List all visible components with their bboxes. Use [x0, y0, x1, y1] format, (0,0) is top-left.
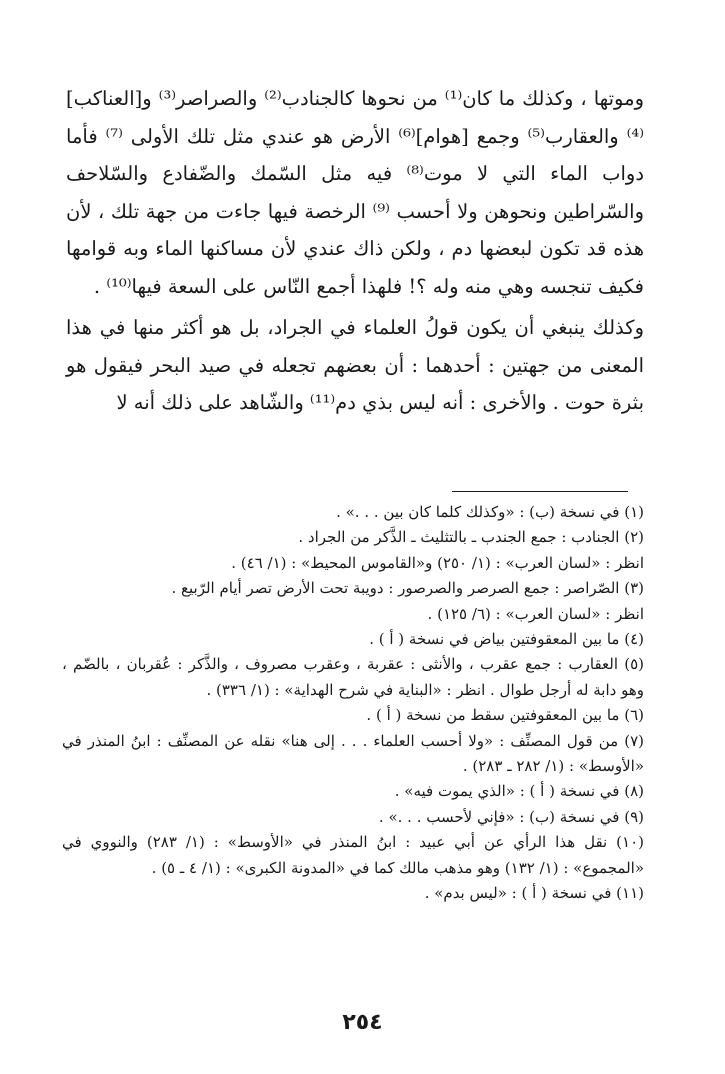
footnote-9: (٩) في نسخة (ب) : «فإني لأحسب . . .» .: [378, 807, 644, 826]
main-text: [66, 80, 644, 422]
footnote-10: (١٠) نقل هذا الرأي عن أبي عبيد : ابنُ المنذر في «الأوسط» : (١/ ٢٨٣) والنووي في «المجموع» : (١/ ١٣٢) وهو مذهب مالك كما في «المدونة الكبرى» : (١/ ٤ ـ ٥) .: [62, 833, 645, 877]
footnote-2: (٢) الجنادب : جمع الجندب ـ بالتثليث ـ الذَّكر من الجراد .: [298, 528, 644, 547]
footnote-separator: [452, 491, 628, 492]
footnote-1: (١) في نسخة (ب) : «وكذلك كلما كان بين . . .» .: [336, 503, 644, 521]
main-paragraph-1: وموتها ، وكذلك ما كان⁽¹⁾ من نحوها كالجنادب⁽²⁾ والصراصر⁽³⁾ و[العناكب]⁽⁴⁾ والعقارب⁽⁵⁾ وجمع [هوام]⁽⁶⁾ الأرض هو عندي مثل تلك الأولى ⁽⁷⁾ فأما دواب الماء التي لا موت⁽⁸⁾ فيه مثل السّمك والضّفادع والسّلاحف والسّراطين ونحوهن ولا أحسب ⁽⁹⁾ الرخصة فيها جاءت من جهة تلك ، لأن هذه قد تكون لبعضها دم ، ولكن ذاك عندي لأن مساكنها الماء وبه قوامها فكيف تنجسه وهي منه وله ؟! فلهذا أجمع النّاس على السعة فيها⁽¹⁰⁾ .: [66, 87, 644, 298]
footnotes: [62, 500, 644, 907]
footnote-11: (١١) في نسخة ( أ ) : «ليس بدم» .: [424, 884, 644, 903]
footnote-2-reference: انظر : «لسان العرب» : (١/ ٢٥٠) و«القاموس المحيط» : (١/ ٤٦) .: [231, 553, 644, 572]
footnote-6: (٦) ما بين المعقوفتين سقط من نسخة ( أ ) .: [366, 706, 644, 725]
main-paragraph-2: وكذلك ينبغي أن يكون قولُ العلماء في الجراد، بل هو أكثر منها في هذا المعنى من جهتين : أحدهما : أن بعضهم تجعله في صيد البحر فيقول هو بثرة حوت . والأخرى : أنه ليس بذي دم⁽¹¹⁾ والشّاهد على ذلك أنه لا: [66, 316, 644, 414]
footnote-4: (٤) ما بين المعقوفتين بياض في نسخة ( أ ) .: [369, 630, 644, 649]
page-number: ٢٥٤: [342, 1010, 383, 1035]
footnote-8: (٨) في نسخة ( أ ) : «الذي يموت فيه» .: [394, 782, 644, 801]
footnote-5: (٥) العقارب : جمع عقرب ، والأنثى : عقربة ، وعقرب مصروف ، والذَّكر : عُقربان ، بالضّم ، وهو دابة له أرجل طوال . انظر : «البناية في شرح الهداية» : (١/ ٣٣٦) .: [62, 655, 644, 699]
footnote-3-reference: انظر : «لسان العرب» : (٦/ ١٢٥) .: [427, 604, 644, 623]
footnote-3: (٣) الصّراصر : جمع الصرصر والصرصور : دويبة تحت الأرض تصر أيام الرّبيع .: [171, 579, 644, 598]
footnote-7: (٧) من قول المصنِّف : «ولا أحسب العلماء . . . إلى هنا» نقله عن المصنِّف : ابنُ المنذر في «الأوسط» : (١/ ٢٨٢ ـ ٢٨٣) .: [62, 731, 644, 776]
